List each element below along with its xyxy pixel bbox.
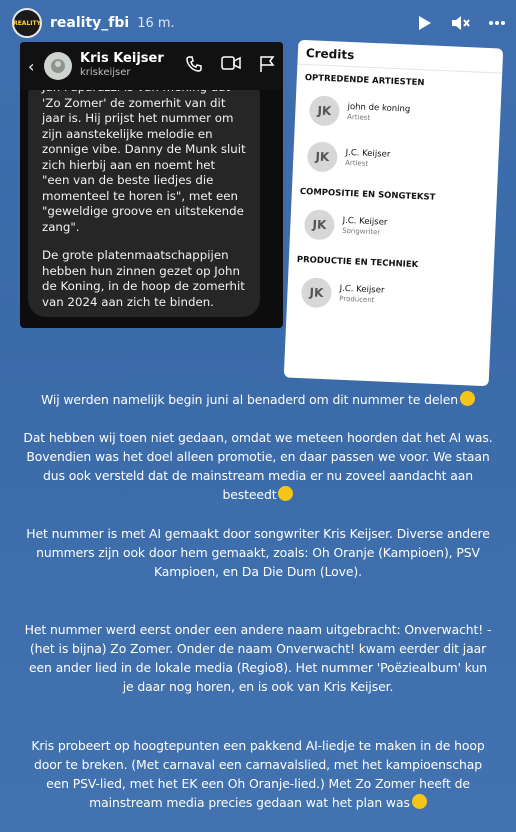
person-name: J.C. Keijser xyxy=(342,215,388,228)
person-name: john de koning xyxy=(347,101,411,115)
flag-icon xyxy=(259,55,275,77)
story-text-paragraph: Het nummer is met AI gemaakt door songwriter Kris Keijser. Diverse andere nummers zijn ook door hem gemaakt, zoals: Oh Oranje (Kampioen), PSV Kampioen, en Da Die Dum (Love). xyxy=(26,526,490,579)
person-name: J.C. Keijser xyxy=(339,283,385,296)
chat-contact-name: Kris Keijser xyxy=(80,51,164,66)
section-heading: OPTREDENDE ARTIESTEN xyxy=(304,73,425,89)
credits-title: Credits xyxy=(297,40,503,74)
initials-avatar: JK xyxy=(307,141,338,172)
story-text-content: Wij werden namelijk begin juni al benaderd om dit nummer te delen xyxy=(40,392,458,407)
message-bubble xyxy=(28,77,260,317)
person-role: Songwriter xyxy=(342,226,381,237)
avatar-logo-text: REALITY xyxy=(13,19,41,27)
time-ago: 16 m. xyxy=(137,15,175,31)
chat-contact-handle: kriskeijser xyxy=(80,67,131,78)
section-heading: PRODUCTIE EN TECHNIEK xyxy=(296,254,419,271)
person-role: Producent xyxy=(339,294,375,305)
more-icon[interactable] xyxy=(488,20,506,26)
sweat-smile-emoji-icon xyxy=(278,486,293,501)
laughing-emoji-icon xyxy=(412,794,427,809)
back-icon: ‹ xyxy=(28,56,35,76)
story-header xyxy=(12,8,506,38)
laughing-emoji-icon xyxy=(460,391,475,406)
person-name: J.C. Keijser xyxy=(345,147,391,160)
message-paragraph: 'Zo Zomer' de zomerhit van dit jaar is. Hij prijst het nummer om zijn aanstekelijke melodie en zonnige vibe. Danny de Munk sluit zich hierbij aan en noemt het "een van de beste liedjes die momenteel te horen is", met een "geweldige groove en uitstekende zang". xyxy=(42,95,246,234)
story-text-content: Kris probeert op hoogtepunten een pakkend AI-liedje te maken in de hoop door te breken. (Met carnaval een carnavalslied, met het kampioenschap een PSV-lied, met het EK een Oh Oranje-lied.) Met Zo Zomer heeft de mainstream media precies gedaan wat het plan was xyxy=(31,738,485,810)
chat-avatar xyxy=(44,52,72,80)
story-text-paragraph xyxy=(22,736,494,812)
credit-person xyxy=(286,268,493,323)
message-paragraph: De grote platenmaatschappijen hebben hun zinnen gezet op John de Koning, in de hoop de zomerhit van 2024 aan zich te binden. xyxy=(42,248,245,309)
story-text-paragraph xyxy=(22,428,494,504)
initials-avatar: JK xyxy=(309,95,340,126)
avatar[interactable] xyxy=(12,8,42,38)
story-text-content: Dat hebben wij toen niet gedaan, omdat we meteen hoorden dat het AI was. Bovendien was het doel alleen promotie, en daar passen we voor. We staan dus ook versteld dat de mainstream media er nu zoveel aandacht aan besteedt xyxy=(23,430,493,502)
phone-icon xyxy=(185,55,203,77)
play-icon[interactable] xyxy=(418,15,432,31)
chat-screenshot xyxy=(20,42,283,328)
person-role: Artiest xyxy=(344,158,369,168)
chat-header xyxy=(20,42,283,90)
initials-avatar: JK xyxy=(301,277,332,308)
video-icon xyxy=(221,55,241,77)
credits-screenshot xyxy=(284,40,504,387)
story-text-paragraph xyxy=(22,390,494,409)
mute-icon[interactable] xyxy=(450,14,470,32)
story-text-paragraph: Het nummer werd eerst onder een andere naam uitgebracht: Onverwacht! - (het is bijna) Zo Zomer. Onder de naam Onverwacht! kwam eerder dit jaar een ander lied in de lokale media (Regio8). Het nummer 'Poëziealbum' kun je daar nog horen, en is ook van Kris Keijser. xyxy=(24,622,492,694)
section-heading: COMPOSITIE EN SONGTEKST xyxy=(299,186,436,203)
username[interactable]: reality_fbi xyxy=(50,15,130,31)
person-role: Artiest xyxy=(346,112,371,122)
initials-avatar: JK xyxy=(304,209,335,240)
